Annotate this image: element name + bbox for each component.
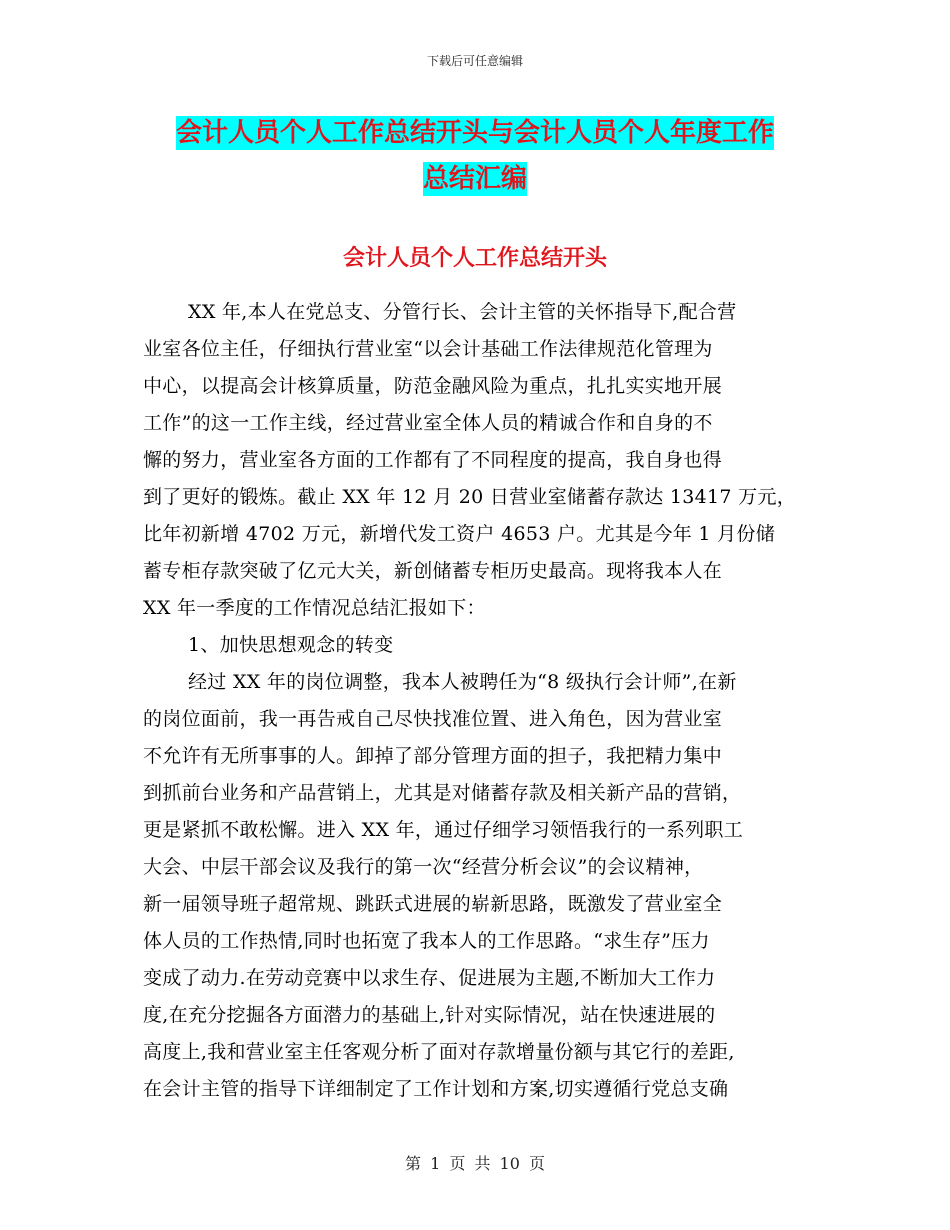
body-line: 体人员的工作热情,同时也拓宽了我本人的工作思路。“求生存”压力 — [143, 930, 710, 952]
document-title — [0, 110, 950, 202]
body-line: 经过 XX 年的岗位调整，我本人被聘任为“8 级执行会计师”,在新 — [188, 671, 737, 693]
body-line: 业室各位主任，仔细执行营业室“以会计基础工作法律规范化管理为 — [143, 338, 713, 360]
body-line: 中心，以提高会计核算质量，防范金融风险为重点，扎扎实实地开展 — [143, 375, 723, 397]
body-line: 到抓前台业务和产品营销上，尤其是对储蓄存款及相关新产品的营销， — [143, 782, 742, 804]
body-text — [143, 294, 808, 1108]
body-line: 懈的努力，营业室各方面的工作都有了不同程度的提高，我自身也得 — [143, 449, 723, 471]
body-line: 度,在充分挖掘各方面潜力的基础上,针对实际情况，站在快速进展的 — [143, 1004, 716, 1026]
body-line: 的岗位面前，我一再告戒自己尽快找准位置、进入角色，因为营业室 — [143, 708, 723, 730]
body-line: 在会计主管的指导下详细制定了工作计划和方案,切实遵循行党总支确 — [143, 1078, 729, 1100]
body-line: XX 年,本人在党总支、分管行长、会计主管的关怀指导下,配合营 — [188, 301, 737, 323]
body-line: XX 年一季度的工作情况总结汇报如下： — [143, 597, 486, 619]
body-line: 比年初新增 4702 万元，新增代发工资户 4653 户。尤其是今年 1 月份储 — [143, 523, 776, 545]
section-heading: 会计人员个人工作总结开头 — [342, 246, 607, 271]
body-line: 不允许有无所事事的人。卸掉了部分管理方面的担子，我把精力集中 — [143, 745, 723, 767]
body-line: 更是紧抓不敢松懈。进入 XX 年，通过仔细学习领悟我行的一系列职工 — [143, 819, 744, 841]
page-header: 下载后可任意编辑 — [426, 54, 523, 68]
body-line: 高度上,我和营业室主任客观分析了面对存款增量份额与其它行的差距, — [143, 1041, 735, 1063]
title-line-2: 总结汇编 — [422, 164, 527, 194]
body-line: 工作”的这一工作主线，经过营业室全体人员的精诚合作和自身的不 — [143, 412, 713, 434]
page-footer: 第 1 页 共 10 页 — [405, 1154, 545, 1173]
body-line: 到了更好的锻炼。截止 XX 年 12 月 20 日营业室储蓄存款达 13417 万元， — [143, 486, 797, 508]
body-line: 新一届领导班子超常规、跳跃式进展的崭新思路，既激发了营业室全 — [143, 893, 723, 915]
body-line: 蓄专柜存款突破了亿元大关，新创储蓄专柜历史最高。现将我本人在 — [143, 560, 723, 582]
body-line: 大会、中层干部会议及我行的第一次“经营分析会议”的会议精神， — [143, 856, 704, 878]
title-line-1: 会计人员个人工作总结开头与会计人员个人年度工作 — [175, 118, 774, 148]
body-line: 变成了动力.在劳动竞赛中以求生存、促进展为主题,不断加大工作力 — [143, 967, 716, 989]
section-item-heading: 1、加快思想观念的转变 — [188, 634, 394, 656]
